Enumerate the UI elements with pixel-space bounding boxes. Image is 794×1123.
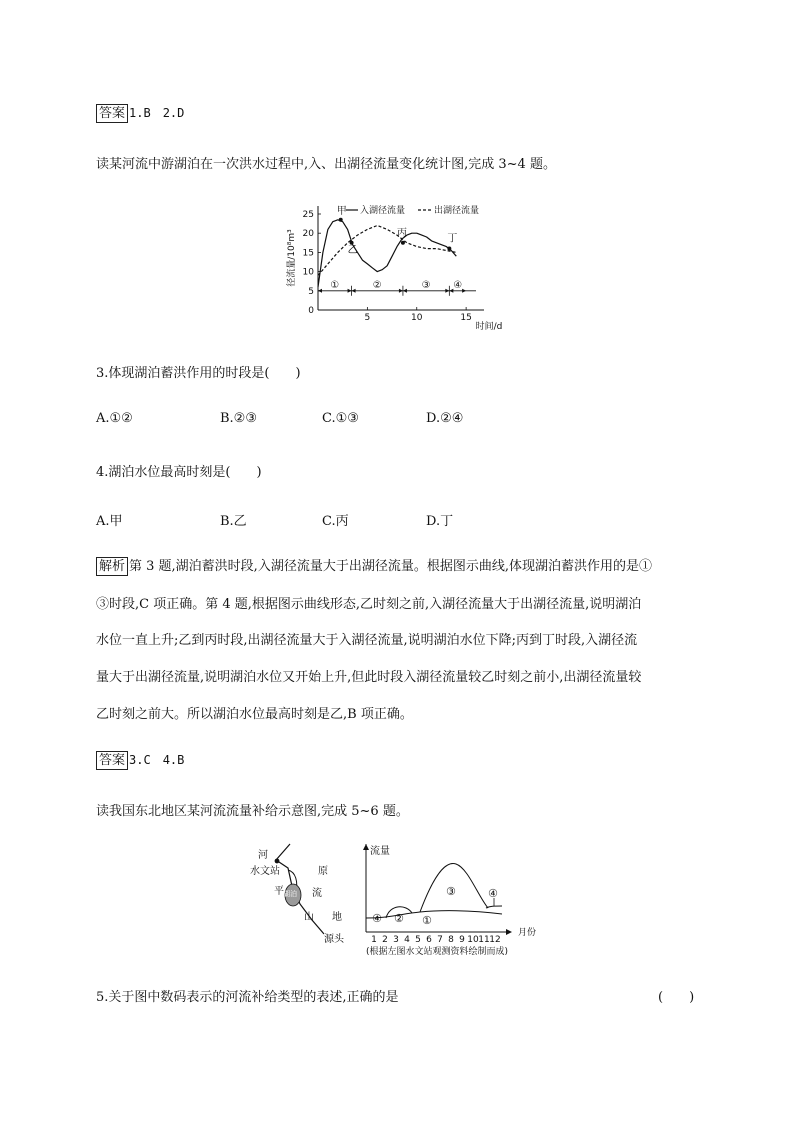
map-label-mountain: 山 (304, 912, 314, 923)
inflow-line (318, 220, 456, 287)
analysis-text-1: 第 3 题,湖泊蓄洪时段,入湖径流量大于出湖径流量。根据图示曲线,体现湖泊蓄洪作用的是① (129, 559, 652, 574)
answer-line-1-2 (96, 104, 184, 123)
map-label-lake: 湖泊 (283, 890, 297, 898)
region-label-2: ② (394, 912, 404, 925)
month-tick-label: 1 (371, 935, 377, 945)
q4-option-c: C.丙 (322, 514, 349, 529)
period-arrow-left (352, 289, 356, 293)
hydro-caption: (根据左图水文站观测资料绘制而成) (366, 947, 509, 957)
hydro-y-label: 流量 (370, 846, 390, 857)
point-marker (339, 218, 343, 222)
analysis-line-3: 水位一直上升;乙到丙时段,出湖径流量大于入湖径流量,说明湖泊水位下降;丙到丁时段,入湖径流 (96, 633, 638, 648)
chart-ticks (303, 210, 472, 323)
analysis-line-5: 乙时刻之前大。所以湖泊水位最高时刻是乙,B 项正确。 (96, 707, 413, 722)
period-label: ④ (453, 279, 463, 291)
answer-badge-2: 答案 (96, 751, 128, 770)
chart-legend (346, 204, 479, 216)
q3-option-a: A.①② (96, 411, 133, 426)
analysis-line-1 (96, 555, 652, 576)
hydro-x-arrow (506, 929, 512, 935)
month-tick-label: 6 (426, 935, 432, 945)
map-label-source: 源头 (324, 934, 344, 945)
period-arrow-right (348, 289, 352, 293)
month-tick-label: 9 (459, 935, 465, 945)
question-4-stem: 4.湖泊水位最高时刻是( ) (96, 465, 262, 480)
q4-option-d: D.丁 (426, 514, 454, 529)
q3-option-d: D.②④ (426, 411, 464, 426)
hydro-autumn-curve (486, 906, 502, 908)
period-arrow-right (445, 289, 449, 293)
month-tick-label: 7 (437, 935, 443, 945)
chart-y-label: 径流量/10⁸m³ (287, 229, 297, 287)
month-tick-label: 3 (393, 935, 399, 945)
chart-x-label: 时间/d (475, 322, 503, 332)
x-tick-label: 15 (460, 313, 472, 323)
q3-option-c: C.①③ (322, 411, 359, 426)
region-label-1: ① (422, 914, 432, 927)
map-label-basin1: 流 (312, 888, 322, 899)
x-tick-label: 5 (364, 313, 371, 323)
y-tick-label: 5 (308, 286, 314, 297)
y-tick-label: 15 (302, 248, 314, 259)
period-label: ② (372, 279, 382, 291)
point-marker (447, 247, 451, 251)
y-tick-label: 10 (302, 267, 314, 278)
period-label: ③ (421, 279, 431, 291)
answer-text-2: 3.C 4.B (129, 753, 185, 767)
hydro-month-ticks (371, 935, 501, 945)
region-label-4a: ④ (372, 912, 382, 925)
intro-5-6: 读我国东北地区某河流流量补给示意图,完成 5~6 题。 (96, 804, 409, 819)
y-tick-label: 25 (302, 210, 314, 220)
period-arrow-left (318, 289, 322, 293)
river-flow-supply-chart (360, 840, 550, 960)
point-label: 丙 (396, 227, 407, 239)
period-arrow-right (462, 289, 466, 293)
point-marker (401, 241, 405, 245)
analysis-badge: 解析 (96, 557, 128, 576)
station-dot (275, 859, 280, 864)
point-label: 丁 (447, 233, 458, 245)
map-label-plain2: 原 (318, 866, 328, 877)
month-tick-label: 8 (448, 935, 454, 945)
hydro-y-arrow (363, 844, 369, 850)
month-tick-label: 5 (415, 935, 421, 945)
month-tick-label: 2 (382, 935, 388, 945)
period-label: ① (330, 279, 340, 291)
region-label-3: ③ (446, 885, 456, 898)
legend-label-inflow: 入湖径流量 (360, 206, 406, 216)
map-label-station: 水文站 (250, 866, 280, 877)
q4-option-b: B.乙 (220, 514, 247, 529)
legend-label-outflow: 出湖径流量 (434, 206, 480, 216)
answer-line-3-4 (96, 751, 184, 770)
period-arrow-left (403, 289, 407, 293)
month-tick-label: 11 (478, 935, 490, 945)
point-label: 甲 (336, 205, 347, 217)
month-tick-label: 12 (489, 935, 501, 945)
hydro-x-label: 月份 (518, 928, 537, 938)
map-label-plain1: 平 (274, 886, 284, 897)
inflow-outflow-chart (286, 198, 512, 336)
question-3-stem: 3.体现湖泊蓄洪作用的时段是( ) (96, 366, 301, 381)
month-tick-label: 10 (467, 935, 479, 945)
answer-badge: 答案 (96, 104, 128, 123)
q4-option-a: A.甲 (96, 514, 123, 529)
outflow-line (318, 226, 456, 276)
y-tick-label: 0 (308, 306, 314, 316)
point-label: 乙 (347, 244, 358, 256)
chart-series (318, 220, 456, 287)
x-tick-label: 10 (411, 313, 423, 323)
map-label-river: 河 (258, 850, 268, 861)
month-tick-label: 4 (404, 935, 410, 945)
y-tick-label: 20 (302, 229, 314, 240)
period-arrow-right (399, 289, 403, 293)
intro-3-4: 读某河流中游湖泊在一次洪水过程中,入、出湖径流量变化统计图,完成 3~4 题。 (96, 157, 556, 172)
region-label-4b: ④ (488, 887, 498, 900)
q3-option-b: B.②③ (220, 411, 257, 426)
map-label-basin2: 地 (332, 912, 342, 923)
answer-text: 1.B 2.D (129, 106, 185, 120)
analysis-line-4: 量大于出湖径流量,说明湖泊水位又开始上升,但此时段入湖径流量较乙时刻之前小,出湖径流量较 (96, 670, 642, 685)
analysis-line-2: ③时段,C 项正确。第 4 题,根据图示曲线形态,乙时刻之前,入湖径流量大于出湖径流量,说明湖泊 (96, 597, 642, 612)
river-map-figure (248, 838, 360, 950)
chart-periods (318, 280, 476, 296)
question-5-stem: 5.关于图中数码表示的河流补给类型的表述,正确的是 (96, 990, 399, 1005)
question-5-bracket: ( ) (658, 990, 695, 1005)
